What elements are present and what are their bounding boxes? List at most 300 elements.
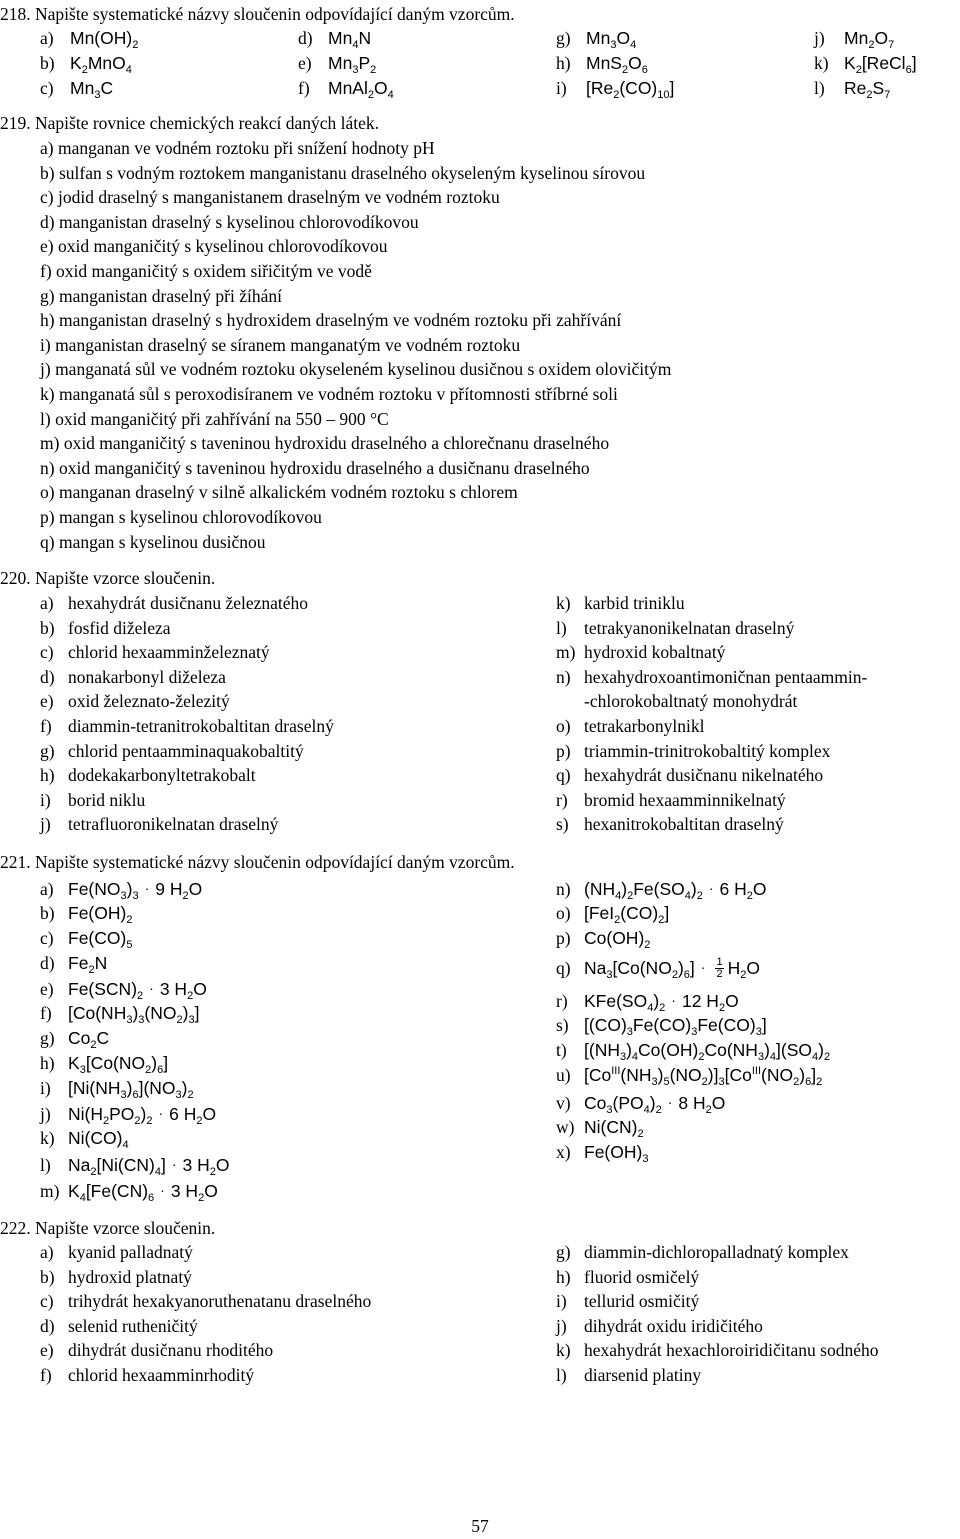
subscript: 2 <box>701 1076 708 1088</box>
subscript: 2 <box>627 890 634 902</box>
hydrate-dot: · <box>160 1182 165 1198</box>
subscript: 2 <box>671 969 678 981</box>
chemical-formula <box>584 1117 644 1140</box>
item-label: k) <box>814 53 829 73</box>
formula-item <box>40 951 107 976</box>
chemical-formula <box>584 903 670 926</box>
reaction-item: q) mangan s kyselinou dusičnou <box>40 531 266 552</box>
reaction-item: m) oxid manganičitý s taveninou hydroxidu draselného a chlorečnanu draselného <box>40 433 610 454</box>
subscript: 3 <box>606 969 613 981</box>
subscript: 4 <box>631 1051 639 1063</box>
reaction-item: j) manganatá sůl ve vodném roztoku okyseleném kyselinou dusičnou s oxidem olovičitým <box>40 359 672 380</box>
reaction-item: d) manganistan draselný s kyselinou chlorovodíkovou <box>40 211 419 232</box>
formula-text: Mn <box>844 28 869 48</box>
formula-text: (PO <box>612 1093 644 1113</box>
item-label: p) <box>556 740 571 761</box>
subscript: 2 <box>198 1192 205 1204</box>
chemical-formula <box>70 53 132 76</box>
formula-text: Fe(OH) <box>68 903 127 923</box>
item-label: c) <box>40 928 54 948</box>
subscript: 2 <box>132 39 139 51</box>
subscript: 2 <box>90 1039 97 1051</box>
chemical-formula <box>68 903 133 926</box>
formula-text: Ni(H <box>68 1104 103 1124</box>
list-item <box>40 1265 192 1290</box>
formula-text: (NO <box>144 1003 177 1023</box>
reaction-item: n) oxid manganičitý s taveninou hydroxidu draselného a dusičnanu draselného <box>40 457 590 478</box>
formula-text: ] <box>194 1003 200 1023</box>
item-label: e) <box>40 1340 54 1361</box>
subscript: 4 <box>125 64 132 76</box>
hydrate-dot: · <box>149 980 154 996</box>
formula-text: O <box>202 1104 217 1124</box>
formula-text: [Co(NO <box>612 958 672 978</box>
subscript: 4 <box>812 1051 819 1063</box>
formula-text: MnO <box>87 53 126 73</box>
formula-text: (NH <box>584 879 616 899</box>
formula-text: 12 H <box>681 991 719 1011</box>
formula-item <box>556 51 648 76</box>
list-item <box>40 591 308 616</box>
formula-text: [Fe(CN) <box>85 1181 149 1201</box>
item-text: bromid hexaamminnikelnatý <box>584 789 786 810</box>
formula-text: Na <box>68 1155 91 1175</box>
item-text: hexahydrát dusičnanu nikelnatého <box>584 765 824 786</box>
subscript: 3 <box>126 1014 133 1026</box>
formula-text: (NO <box>761 1065 794 1085</box>
formula-text: N <box>358 28 372 48</box>
list-item <box>40 1363 254 1388</box>
item-label: g) <box>40 1028 55 1048</box>
item-label: f) <box>40 716 52 736</box>
formula-text: ) <box>140 1104 147 1124</box>
chemical-formula <box>68 1104 217 1127</box>
formula-text: (NO <box>669 1065 702 1085</box>
formula-text: ] <box>911 53 917 73</box>
item-text: hexahydrát dusičnanu železnatého <box>68 593 309 613</box>
item-text: selenid rutheničitý <box>68 1315 198 1336</box>
formula-text: ) <box>653 991 660 1011</box>
formula-text: O <box>711 1093 726 1113</box>
formula-text: C <box>100 78 114 98</box>
chemical-formula <box>584 928 651 951</box>
formula-item <box>814 51 917 76</box>
formula-text: ] <box>669 78 675 98</box>
formula-text: K <box>70 53 82 73</box>
list-item <box>40 739 304 764</box>
formula-text: ) <box>764 1040 770 1060</box>
item-label: a) <box>40 879 54 899</box>
item-label: r) <box>556 991 568 1011</box>
formula-item <box>298 26 371 51</box>
item-label: w) <box>556 1117 575 1137</box>
formula-item <box>40 1178 218 1204</box>
chemical-formula <box>68 928 133 951</box>
formula-text: ] <box>811 1065 817 1085</box>
chemical-formula <box>68 1078 194 1101</box>
chemical-formula <box>584 1065 823 1088</box>
formula-text: ) <box>690 879 697 899</box>
chemical-formula <box>68 1028 110 1051</box>
formula-item <box>40 51 132 76</box>
subscript: 6 <box>641 64 648 76</box>
hydrate-dot: · <box>158 1105 164 1121</box>
formula-text: Co(NH <box>704 1040 758 1060</box>
formula-item <box>556 26 636 51</box>
item-label: d) <box>40 953 55 973</box>
formula-text: Mn <box>328 53 353 73</box>
item-label: b) <box>40 903 55 923</box>
subscript: 10 <box>657 89 670 101</box>
chemical-formula <box>844 53 917 76</box>
formula-text: Fe(CO) <box>632 1015 692 1035</box>
subscript: 4 <box>684 890 691 902</box>
formula-text: Mn <box>586 28 611 48</box>
subscript: 2 <box>126 914 133 926</box>
formula-text: ) <box>151 1053 158 1073</box>
chemical-formula <box>586 78 675 101</box>
subscript: 3 <box>94 89 101 101</box>
item-text: karbid triniklu <box>584 593 685 613</box>
hydrate-dot: · <box>667 1094 673 1110</box>
formula-text: O <box>616 28 631 48</box>
formula-text: 9 H <box>155 879 183 899</box>
subscript: 2 <box>209 1166 216 1178</box>
item-text: hydroxid kobaltnatý <box>584 642 726 663</box>
formula-text: Na <box>584 958 607 978</box>
list-item <box>40 812 278 837</box>
formula-text: 3 H <box>159 979 188 999</box>
subscript: 3 <box>610 39 617 51</box>
item-label: h) <box>40 1053 55 1073</box>
formula-text: [Re <box>586 78 614 98</box>
formula-text: O <box>628 53 642 73</box>
formula-text: K <box>68 1181 80 1201</box>
chemical-formula <box>584 956 760 981</box>
formula-text: S <box>872 78 885 98</box>
page-number: 57 <box>471 1516 489 1536</box>
formula-text: 3 H <box>182 1155 210 1175</box>
item-label: o) <box>556 903 571 923</box>
item-label: d) <box>40 1315 55 1336</box>
subscript: 2 <box>793 1076 800 1088</box>
item-label: v) <box>556 1093 571 1113</box>
formula-text: Fe(CO) <box>68 928 127 948</box>
chemical-formula <box>584 1040 831 1063</box>
reaction-item: h) manganistan draselný s hydroxidem draselným ve vodném roztoku při zahřívání <box>40 310 622 331</box>
formula-item <box>556 988 739 1014</box>
item-label: j) <box>814 28 825 48</box>
item-label: i) <box>40 789 51 810</box>
formula-text: (CO) <box>620 903 659 923</box>
list-item <box>40 1240 193 1265</box>
reaction-item: g) manganistan draselný při žíhání <box>40 285 283 306</box>
formula-item <box>556 926 650 951</box>
list-item <box>556 739 830 764</box>
chemical-formula <box>68 953 108 976</box>
hydrate-dot: · <box>708 880 714 896</box>
item-label: a) <box>40 28 54 48</box>
subscript: 5 <box>663 1076 670 1088</box>
formula-text: [Co <box>724 1065 752 1085</box>
item-text: triammin-trinitrokobaltitý komplex <box>584 740 831 761</box>
subscript: 2 <box>659 1002 666 1014</box>
list-item <box>40 1338 273 1363</box>
formula-text: 6 H <box>169 1104 197 1124</box>
item-label: g) <box>40 740 55 761</box>
hydrate-dot: · <box>671 992 676 1008</box>
superscript: III <box>611 1065 621 1077</box>
chemical-formula <box>584 1142 649 1165</box>
formula-item <box>814 26 894 51</box>
subscript: 6 <box>132 1089 139 1101</box>
formula-text: Mn(OH) <box>70 28 133 48</box>
formula-text: ) <box>126 879 133 899</box>
reaction-item: k) manganatá sůl s peroxodisíranem ve vodném roztoku v přítomnosti stříbrné soli <box>40 384 618 404</box>
superscript: III <box>751 1065 762 1077</box>
problem-221-title: 221. Napište systematické názvy sloučenin odpovídající daným vzorcům. <box>0 852 515 872</box>
hydrate-dot: · <box>144 880 150 896</box>
formula-item <box>556 1115 644 1140</box>
formula-text: MnS <box>586 53 622 73</box>
item-text: hydroxid platnatý <box>68 1266 192 1287</box>
formula-text: ] <box>664 903 670 923</box>
formula-text: ) <box>132 1003 139 1023</box>
list-item <box>40 1289 371 1314</box>
formula-text: [FeI <box>584 903 615 923</box>
formula-item <box>40 76 113 101</box>
formula-text: O <box>752 879 767 899</box>
formula-text: MnAl <box>328 78 368 98</box>
item-text: oxid železnato-železitý <box>68 691 230 712</box>
formula-item <box>40 1126 129 1151</box>
subscript: 2 <box>370 64 377 76</box>
subscript: 5 <box>126 939 133 951</box>
subscript: 4 <box>647 1002 654 1014</box>
list-item <box>556 591 685 616</box>
formula-text: ) <box>657 1065 664 1085</box>
list-item <box>40 616 171 641</box>
formula-text: H <box>727 958 741 978</box>
hydrate-dot: · <box>700 959 706 975</box>
subscript: 2 <box>187 1089 194 1101</box>
formula-text: [(CO) <box>584 1015 627 1035</box>
list-item <box>556 640 725 665</box>
formula-text: O <box>193 979 207 999</box>
subscript: 2 <box>740 969 747 981</box>
item-label: d) <box>40 666 55 687</box>
item-label: n) <box>556 879 571 899</box>
formula-item <box>40 26 138 51</box>
subscript: 4 <box>387 89 394 101</box>
item-label: c) <box>40 642 54 663</box>
list-item <box>556 689 797 714</box>
item-label: a) <box>40 593 54 613</box>
subscript: 2 <box>696 890 703 902</box>
formula-text: O <box>374 78 388 98</box>
chemical-formula <box>584 991 739 1014</box>
formula-item <box>556 901 669 926</box>
chemical-formula <box>68 1128 129 1151</box>
subscript: 3 <box>642 1153 649 1165</box>
subscript: 2 <box>367 89 374 101</box>
item-text: tellurid osmičitý <box>584 1291 700 1312</box>
item-text: diammin-tetranitrokobaltitan draselný <box>68 716 334 736</box>
list-item <box>556 1363 701 1388</box>
subscript: 3 <box>188 1014 195 1026</box>
subscript: 2 <box>146 1115 153 1127</box>
subscript: 6 <box>683 969 690 981</box>
subscript: 2 <box>81 64 88 76</box>
subscript: 2 <box>823 1051 831 1063</box>
fraction-one-half <box>715 957 723 980</box>
subscript: 2 <box>655 1104 662 1116</box>
formula-text: O <box>215 1155 230 1175</box>
formula-item <box>40 1001 199 1026</box>
list-item <box>40 763 256 788</box>
item-text: chlorid pentaamminaquakobaltitý <box>68 740 304 761</box>
subscript: 2 <box>698 1051 705 1063</box>
formula-item <box>40 1026 109 1051</box>
subscript: 3 <box>120 1089 127 1101</box>
subscript: 7 <box>888 39 895 51</box>
formula-item <box>40 1152 229 1178</box>
item-label: b) <box>40 1266 55 1287</box>
subscript: 3 <box>757 1051 765 1063</box>
problem-222-title: 222. Napište vzorce sloučenin. <box>0 1218 216 1238</box>
subscript: 2 <box>613 89 620 101</box>
item-label: q) <box>556 765 571 786</box>
subscript: 3 <box>718 1076 725 1088</box>
formula-text: Fe <box>68 953 89 973</box>
formula-item <box>556 1090 725 1116</box>
formula-text: ] <box>160 1155 166 1175</box>
item-label: m) <box>556 642 576 663</box>
list-item <box>40 689 230 714</box>
reaction-item: b) sulfan s vodným roztokem manganistanu draselného okyseleným kyselinou sírovou <box>40 162 646 183</box>
item-label: p) <box>556 928 571 948</box>
reaction-item: l) oxid manganičitý při zahřívání na 550 – 900 °C <box>40 408 389 429</box>
formula-text: Fe(OH) <box>584 1142 643 1162</box>
formula-text: Co(OH) <box>638 1040 699 1060</box>
subscript: 2 <box>868 39 875 51</box>
subscript: 3 <box>138 1014 145 1026</box>
formula-item <box>556 955 760 981</box>
formula-text: O <box>746 958 760 978</box>
list-item <box>556 763 823 788</box>
chemical-formula <box>328 78 394 101</box>
formula-item <box>298 51 376 76</box>
formula-text: Co(OH) <box>584 928 645 948</box>
item-label: a) <box>40 1242 54 1262</box>
formula-text: ](SO <box>776 1040 812 1060</box>
chemical-formula <box>586 28 637 51</box>
list-item <box>556 1240 849 1265</box>
item-label: t) <box>556 1040 567 1060</box>
formula-text: Co <box>584 1093 607 1113</box>
subscript: 2 <box>718 1002 726 1014</box>
formula-text: ) <box>126 1078 133 1098</box>
list-item <box>556 616 794 641</box>
formula-text: ] <box>689 958 695 978</box>
subscript: 2 <box>187 990 194 1002</box>
subscript: 3 <box>79 1064 86 1076</box>
item-text: kyanid palladnatý <box>68 1242 193 1262</box>
reaction-item: i) manganistan draselný se síranem manganatým ve vodném roztoku <box>40 334 521 355</box>
subscript: 2 <box>637 1128 644 1140</box>
subscript: 2 <box>866 89 873 101</box>
item-label: g) <box>556 1242 571 1262</box>
formula-item <box>814 76 890 101</box>
fraction-denominator: 2 <box>716 968 723 980</box>
item-text: hexahydrát hexachloroiridičitanu sodného <box>584 1340 879 1361</box>
chemical-formula <box>68 1053 169 1076</box>
formula-text: Fe(SO <box>633 879 685 899</box>
chemical-formula <box>328 53 377 76</box>
formula-text: )] <box>707 1065 719 1085</box>
chemical-formula <box>328 28 372 51</box>
subscript: 6 <box>805 1076 812 1088</box>
item-label: b) <box>40 617 55 638</box>
formula-text: Co <box>68 1028 91 1048</box>
subscript: 2 <box>644 939 651 951</box>
item-label: m) <box>40 1181 60 1201</box>
item-label: u) <box>556 1065 571 1085</box>
item-label: e) <box>40 691 54 712</box>
formula-text: O <box>874 28 889 48</box>
formula-item <box>40 926 132 951</box>
formula-item <box>556 1140 648 1165</box>
subscript: 2 <box>855 64 862 76</box>
item-label: j) <box>40 814 51 835</box>
list-item <box>556 1289 699 1314</box>
chemical-formula <box>68 1155 230 1178</box>
formula-text: N <box>94 953 108 973</box>
chemical-formula <box>68 979 207 1002</box>
item-label: c) <box>40 78 54 98</box>
subscript: 3 <box>651 1076 658 1088</box>
item-label: n) <box>556 666 571 687</box>
item-label: i) <box>556 78 567 98</box>
formula-item <box>298 76 394 101</box>
formula-text: ) <box>799 1065 806 1085</box>
item-label: f) <box>298 78 310 98</box>
item-text: chlorid hexaamminželeznatý <box>68 642 270 663</box>
subscript: 3 <box>619 1051 627 1063</box>
formula-text: [Co(NH <box>68 1003 127 1023</box>
subscript: 4 <box>79 1192 86 1204</box>
item-label: k) <box>556 593 571 613</box>
formula-item <box>40 901 132 926</box>
subscript: 2 <box>746 890 753 902</box>
formula-text: Fe(CO) <box>697 1015 756 1035</box>
item-label: e) <box>298 53 312 73</box>
item-text: tetrakyanonikelnatan draselný <box>584 617 795 638</box>
chemical-formula <box>70 78 114 101</box>
subscript: 2 <box>88 964 95 976</box>
list-item <box>40 665 226 690</box>
list-item <box>556 665 867 690</box>
subscript: 2 <box>134 1115 141 1127</box>
item-label: q) <box>556 958 571 978</box>
formula-text: Mn <box>328 28 353 48</box>
formula-text: [(NH <box>584 1040 620 1060</box>
subscript: 3 <box>175 1089 182 1101</box>
formula-item <box>40 976 207 1002</box>
item-text: nonakarbonyl diželeza <box>68 666 226 687</box>
subscript: 3 <box>755 1026 762 1038</box>
item-label: l) <box>814 78 825 98</box>
